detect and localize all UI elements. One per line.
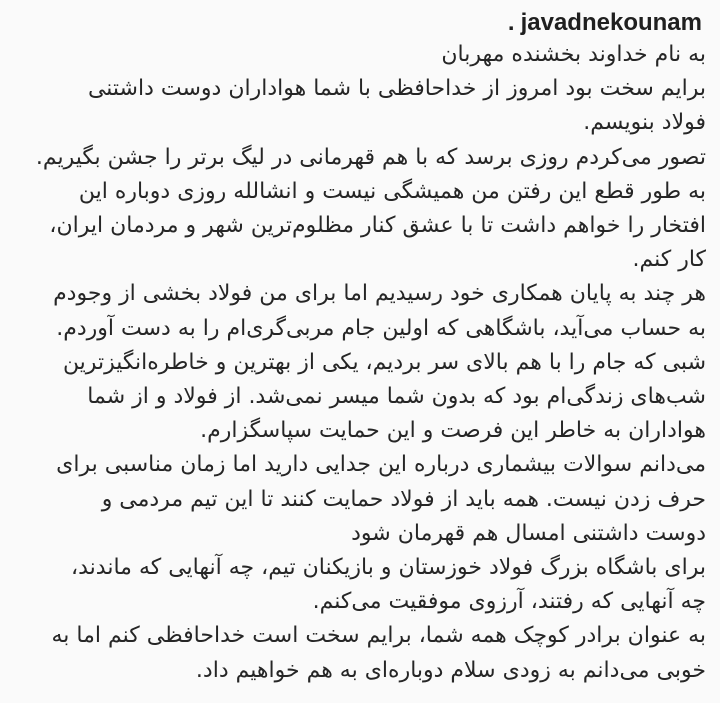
caption-line: شب‌های زندگی‌ام بود که بدون شما میسر نمی‌شد. از فولاد و از شما [87, 384, 706, 410]
caption-line: خوبی می‌دانم به زودی سلام دوباره‌ای به هم خواهیم داد. [195, 657, 706, 683]
post-author-line [14, 8, 702, 38]
caption-line: تصور می‌کردم روزی برسد که با هم قهرمانی در لیگ برتر را جشن بگیریم. [35, 144, 706, 170]
caption-line: شبی که جام را با هم بالای سر بردیم، یکی از بهترین و خاطره‌انگیزترین [62, 349, 706, 375]
caption-line: حرف زدن نیست. همه باید از فولاد حمایت کنند تا این تیم مردمی و [101, 486, 706, 512]
caption-line: به نام خداوند بخشنده مهربان [441, 42, 706, 67]
caption-line: هواداران به خاطر این فرصت و این حمایت سپاسگزارم. [200, 418, 706, 444]
caption-line: چه آنهایی که رفتند، آرزوی موفقیت می‌کنم. [312, 589, 706, 615]
caption-line: برای باشگاه بزرگ فولاد خوزستان و بازیکنان تیم، چه آنهایی که ماندند، [71, 555, 706, 581]
caption-line: فولاد بنویسم. [583, 110, 706, 136]
username-prefix: . [507, 9, 515, 36]
caption-line: می‌دانم سوالات بیشماری درباره این جدایی دارید اما زمان مناسبی برای [56, 452, 706, 478]
caption-line: کار کنم. [632, 247, 706, 273]
caption-line: افتخار را خواهم داشت تا با عشق کنار مظلوم‌ترین شهر و مردمان ایران، [49, 213, 706, 239]
caption-line: دوست داشتنی امسال هم قهرمان شود [351, 520, 706, 546]
caption-line: هر چند به پایان همکاری خود رسیدیم اما برای من فولاد بخشی از وجودم [53, 281, 706, 307]
post-author-username[interactable]: javadnekounam [520, 9, 702, 36]
caption-line: به عنوان برادر کوچک همه شما، برایم سخت است خداحافظی کنم اما به [51, 623, 706, 649]
caption-line: به حساب می‌آید، باشگاهی که اولین جام مربی‌گری‌ام را به دست آوردم. [56, 315, 706, 341]
caption-line: به طور قطع این رفتن من همیشگی نیست و انشالله روزی دوباره این [78, 178, 706, 204]
caption-text [14, 38, 706, 688]
caption-line: برایم سخت بود امروز از خداحافظی با شما هواداران دوست داشتنی [87, 76, 706, 102]
